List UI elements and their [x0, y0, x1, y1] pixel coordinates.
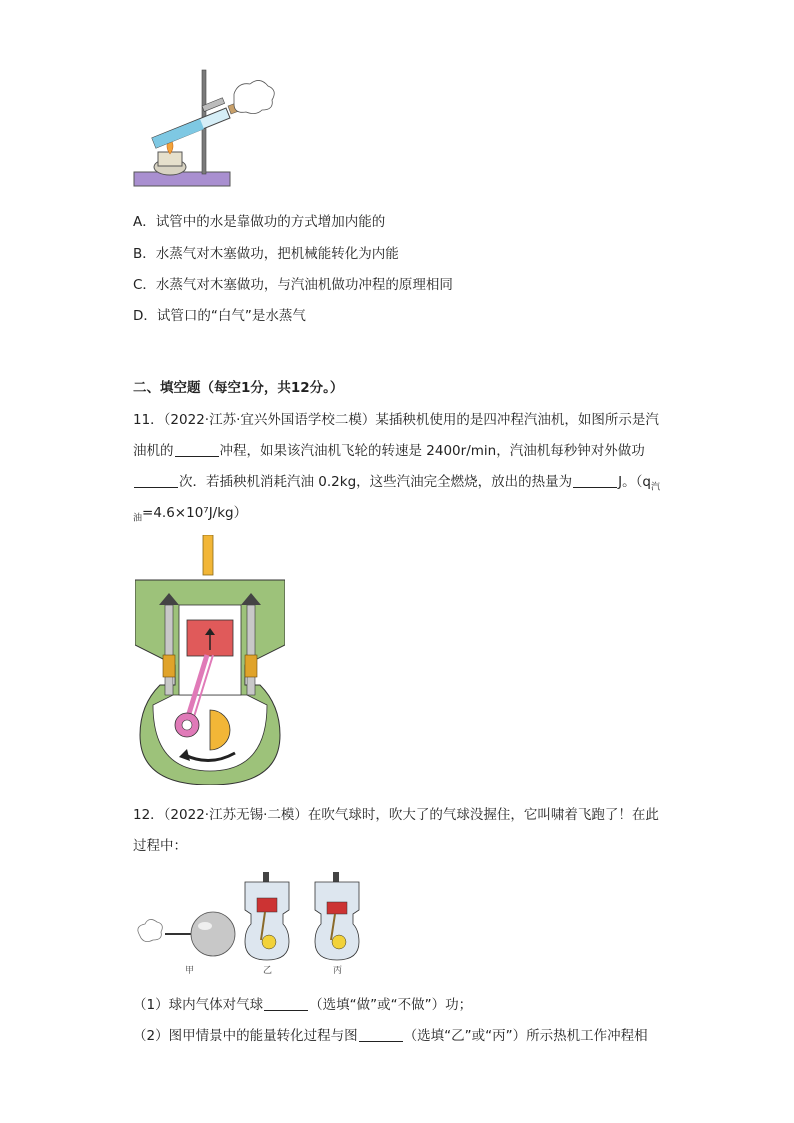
engine-figure [135, 535, 285, 785]
q11-line4: =4.6×10⁷J/kg） [142, 505, 248, 521]
q12-line1: 12．（2022·江苏无锡·二模）在吹气球时，吹大了的气球没握住，它叫啸着飞跑了！在此 [133, 807, 659, 823]
q11-blank-stroke[interactable] [175, 442, 219, 457]
q11-line3-a: 次．若插秧机消耗汽油 0.2kg，这些汽油完全燃烧，放出的热量为 [179, 474, 573, 490]
option-c[interactable]: C．水蒸气对木塞做功，与汽油机做功冲程的原理相同 [133, 277, 453, 293]
option-b[interactable]: B．水蒸气对木塞做功，把机械能转化为内能 [133, 246, 399, 262]
q12-blank-figure[interactable] [359, 1027, 403, 1042]
q11-blank-heat[interactable] [573, 473, 617, 488]
balloon-engines-figure [133, 872, 373, 977]
q12-sub2-b: （选填“乙”或“丙”）所示热机工作冲程相 [403, 1028, 648, 1044]
q11-line2-a: 油机的 [133, 443, 174, 459]
q12-sub1 [133, 995, 472, 1015]
engine-yi [245, 872, 289, 976]
q11-line2-b: 冲程，如果该汽油机飞轮的转速是 2400r/min，汽油机每秒钟对外做功 [219, 443, 645, 459]
q11-line4 [133, 503, 247, 529]
fig-label-yi: 乙 [263, 966, 273, 976]
q11-blank-work[interactable] [134, 473, 178, 488]
option-a[interactable]: A．试管中的水是靠做功的方式增加内能的 [133, 214, 386, 230]
fig-label-bing: 丙 [333, 966, 343, 976]
q12-sub1-a: （1）球内气体对气球 [133, 997, 264, 1013]
q11-sub-you: 油 [133, 513, 143, 524]
fig-label-jia: 甲 [185, 966, 195, 976]
option-d[interactable]: D．试管口的“白气”是水蒸气 [133, 308, 306, 324]
q11-line3 [133, 472, 660, 498]
q12-line2: 过程中： [133, 838, 187, 854]
q11-line2 [133, 441, 645, 461]
q12-blank-work[interactable] [264, 996, 308, 1011]
test-tube-figure [130, 64, 280, 199]
q11-line3-b: J。（q [618, 474, 651, 490]
q11-sub-qi: 汽 [650, 482, 660, 493]
engine-bing [315, 872, 359, 976]
q12-sub1-b: （选填“做”或“不做”）功； [309, 997, 473, 1013]
section-heading: 二、填空题（每空1分，共12分。） [133, 380, 344, 396]
q12-sub2 [133, 1026, 648, 1046]
q12-sub2-a: （2）图甲情景中的能量转化过程与图 [133, 1028, 358, 1044]
q11-line1: 11．（2022·江苏·宜兴外国语学校二模）某插秧机使用的是四冲程汽油机，如图所示是汽 [133, 412, 659, 428]
